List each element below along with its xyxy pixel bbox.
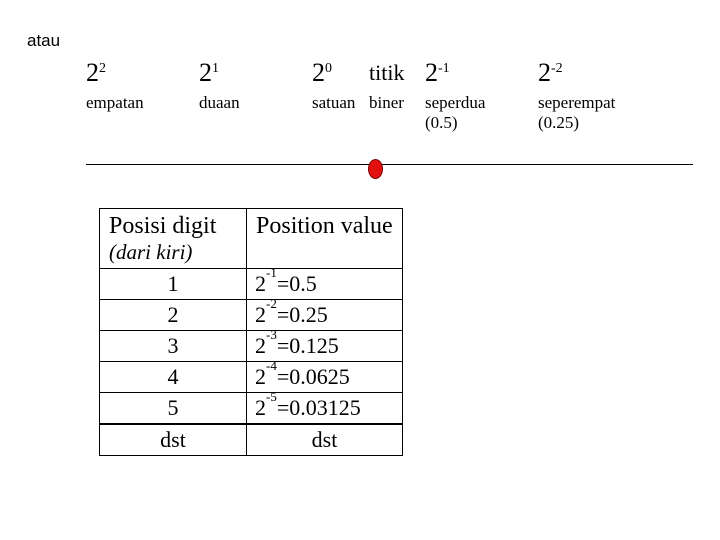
table-row: 5 $2^{-5}=0.03125$ <box>100 393 403 425</box>
table-row: 3 $2^{-3}=0.125$ <box>100 331 403 362</box>
power-label: duaan <box>199 93 240 112</box>
header-position-value: Position value <box>247 209 403 269</box>
power-label: satuan <box>312 93 356 112</box>
power-label: empatan <box>86 93 144 112</box>
header-posisi-digit: Posisi digit (dari kiri) <box>100 209 247 269</box>
power-2-squared: $2^2$ empatan <box>86 58 144 112</box>
table-header-row <box>100 209 403 269</box>
power-label: seperdua <box>425 93 486 112</box>
table-row-dst: dst dst <box>100 424 403 456</box>
power-decimal: (0.5) <box>425 113 458 132</box>
power-2-zero: $2^0$ satuan <box>312 58 356 112</box>
position-value-table <box>99 208 403 456</box>
table-row: 2 $2^{-2}=0.25$ <box>100 300 403 331</box>
table-row: 1 $2^{-1}=0.5$ <box>100 269 403 300</box>
atau-label: atau <box>27 31 61 50</box>
power-2-first: $2^1$ duaan <box>199 58 240 112</box>
power-2-neg-2: $2^{-2}$ seperempat (0.25) <box>538 58 616 132</box>
power-decimal: (0.25) <box>538 113 580 132</box>
binary-point: titik biner <box>369 60 405 112</box>
number-line <box>86 164 693 165</box>
binary-point-marker <box>368 159 383 179</box>
table-row: 4 $2^{-4}=0.0625$ <box>100 362 403 393</box>
power-label: biner <box>369 93 404 112</box>
power-2-neg-1: $2^{-1}$ seperdua (0.5) <box>425 58 486 132</box>
power-label: seperempat <box>538 93 616 112</box>
